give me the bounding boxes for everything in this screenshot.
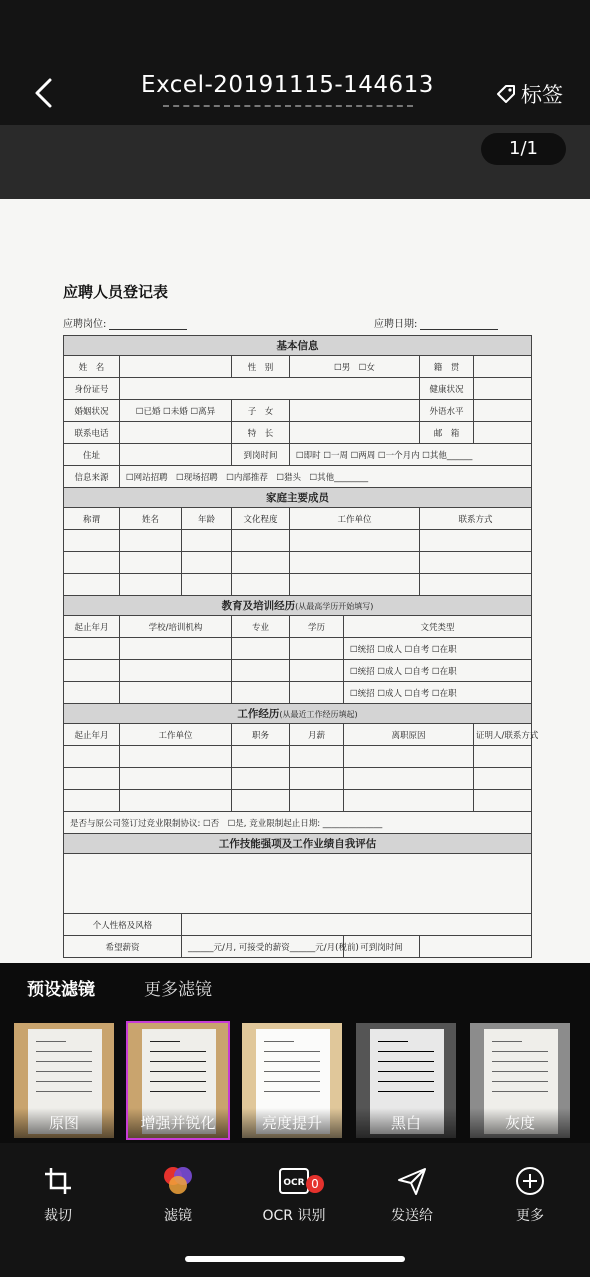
edu-row: ☐统招 ☐成人 ☐自考 ☐在职 — [64, 638, 532, 660]
more-label: 更多 — [516, 1208, 544, 1224]
personality-cell — [182, 914, 532, 936]
top-bar — [0, 0, 590, 125]
filter-label: 滤镜 — [164, 1208, 192, 1224]
language-label: 外语水平 — [420, 400, 474, 422]
tab-preset-filters[interactable]: 预设滤镜 — [27, 980, 95, 1000]
filter-label: 增强并锐化 — [128, 1108, 228, 1138]
edu-header: 专业 — [232, 616, 290, 638]
work-header: 证明人/联系方式 — [474, 724, 532, 746]
phone-cell — [120, 422, 232, 444]
arrival-time-cell — [420, 936, 532, 958]
edu-row: ☐统招 ☐成人 ☐自考 ☐在职 — [64, 682, 532, 704]
work-row — [64, 790, 532, 812]
more-button[interactable] — [480, 1161, 580, 1225]
filter-black-white[interactable] — [356, 1023, 456, 1138]
document-title[interactable]: Excel-20191115-144613 — [141, 72, 434, 98]
arrival-time-label: 可到岗时间 — [344, 936, 420, 958]
tag-label: 标签 — [521, 83, 563, 107]
salary-label: 希望薪资 — [64, 936, 182, 958]
arrival-label: 到岗时间 — [232, 444, 290, 466]
ocr-count-badge: 0 — [306, 1175, 324, 1193]
home-indicator — [185, 1256, 405, 1262]
source-options: ☐网站招聘 ☐现场招聘 ☐内部推荐 ☐猎头 ☐其他________ — [120, 466, 532, 488]
id-label: 身份证号 — [64, 378, 120, 400]
tag-icon — [495, 83, 517, 105]
id-cell — [120, 378, 420, 400]
gender-options: ☐男 ☐女 — [290, 356, 420, 378]
plus-circle-icon — [480, 1161, 580, 1201]
children-cell — [290, 400, 420, 422]
edu-header: 起止年月 — [64, 616, 120, 638]
marital-label: 婚姻状况 — [64, 400, 120, 422]
filter-label: 亮度提升 — [242, 1108, 342, 1138]
skills-cell — [64, 854, 532, 914]
arrival-options: ☐即时 ☐一周 ☐两周 ☐一个月内 ☐其他______ — [290, 444, 532, 466]
native-label: 籍 贯 — [420, 356, 474, 378]
filter-label: 灰度 — [470, 1108, 570, 1138]
work-row — [64, 768, 532, 790]
personality-label: 个人性格及风格 — [64, 914, 182, 936]
edu-header: 文凭类型 — [344, 616, 532, 638]
send-label: 发送给 — [391, 1208, 433, 1224]
family-header: 文化程度 — [232, 508, 290, 530]
send-button[interactable] — [362, 1161, 462, 1225]
ocr-icon — [244, 1161, 344, 1201]
scanned-page — [0, 199, 590, 999]
crop-label: 裁切 — [44, 1208, 72, 1224]
filter-original[interactable] — [14, 1023, 114, 1138]
filter-icon — [128, 1161, 228, 1201]
position-field: 应聘岗位: — [63, 315, 187, 330]
salary-cell: ______元/月, 可接受的薪资______元/月(税前) — [182, 936, 344, 958]
title-underline — [163, 105, 413, 107]
family-header: 年龄 — [182, 508, 232, 530]
family-row — [64, 574, 532, 596]
children-label: 子 女 — [232, 400, 290, 422]
edu-header: 学校/培训机构 — [120, 616, 232, 638]
form-title: 应聘人员登记表 — [63, 283, 169, 301]
address-label: 住址 — [64, 444, 120, 466]
edu-header: 学历 — [290, 616, 344, 638]
email-label: 邮 箱 — [420, 422, 474, 444]
filter-label: 原图 — [14, 1108, 114, 1138]
phone-label: 联系电话 — [64, 422, 120, 444]
page-indicator: 1/1 — [481, 133, 566, 165]
gender-label: 性 别 — [232, 356, 290, 378]
family-header: 称谓 — [64, 508, 120, 530]
noncompete-row: 是否与原公司签订过竞业限制协议: ☐否 ☐是, 竞业限制起止日期: ______________ — [64, 812, 532, 834]
language-cell — [474, 400, 532, 422]
family-header: 姓名 — [120, 508, 182, 530]
filter-enhance-sharpen[interactable] — [128, 1023, 228, 1138]
filter-button[interactable] — [128, 1161, 228, 1225]
section-education: 教育及培训经历(从最高学历开始填写) — [64, 596, 532, 616]
section-skills: 工作技能强项及工作业绩自我评估 — [64, 834, 532, 854]
filter-label: 黑白 — [356, 1108, 456, 1138]
section-basic: 基本信息 — [64, 336, 532, 356]
work-row — [64, 746, 532, 768]
family-row — [64, 530, 532, 552]
back-icon[interactable] — [30, 72, 60, 114]
address-cell — [120, 444, 232, 466]
section-work: 工作经历(从最近工作经历填起) — [64, 704, 532, 724]
work-header: 起止年月 — [64, 724, 120, 746]
marital-options: ☐已婚 ☐未婚 ☐离异 — [120, 400, 232, 422]
work-header: 职务 — [232, 724, 290, 746]
work-header: 离职原因 — [344, 724, 474, 746]
svg-text:OCR: OCR — [283, 1178, 305, 1188]
work-header: 工作单位 — [120, 724, 232, 746]
specialty-label: 特 长 — [232, 422, 290, 444]
specialty-cell — [290, 422, 420, 444]
health-label: 健康状况 — [420, 378, 474, 400]
filter-panel — [0, 963, 590, 1143]
ocr-label: OCR 识别 — [262, 1208, 326, 1224]
tab-more-filters[interactable]: 更多滤镜 — [144, 980, 212, 1000]
name-cell — [120, 356, 232, 378]
section-family: 家庭主要成员 — [64, 488, 532, 508]
filter-grayscale[interactable] — [470, 1023, 570, 1138]
document-preview — [0, 125, 590, 963]
edu-row: ☐统招 ☐成人 ☐自考 ☐在职 — [64, 660, 532, 682]
family-header: 联系方式 — [420, 508, 532, 530]
ocr-button[interactable] — [244, 1161, 344, 1225]
family-row — [64, 552, 532, 574]
health-cell — [474, 378, 532, 400]
crop-icon — [8, 1161, 108, 1201]
family-header: 工作单位 — [290, 508, 420, 530]
email-cell — [474, 422, 532, 444]
native-cell — [474, 356, 532, 378]
name-label: 姓 名 — [64, 356, 120, 378]
filter-brighten[interactable] — [242, 1023, 342, 1138]
registration-form — [63, 335, 539, 958]
send-icon — [362, 1161, 462, 1201]
crop-button[interactable] — [8, 1161, 108, 1225]
source-label: 信息来源 — [64, 466, 120, 488]
date-field: 应聘日期: — [374, 315, 498, 330]
work-header: 月薪 — [290, 724, 344, 746]
tag-button[interactable] — [495, 78, 575, 110]
